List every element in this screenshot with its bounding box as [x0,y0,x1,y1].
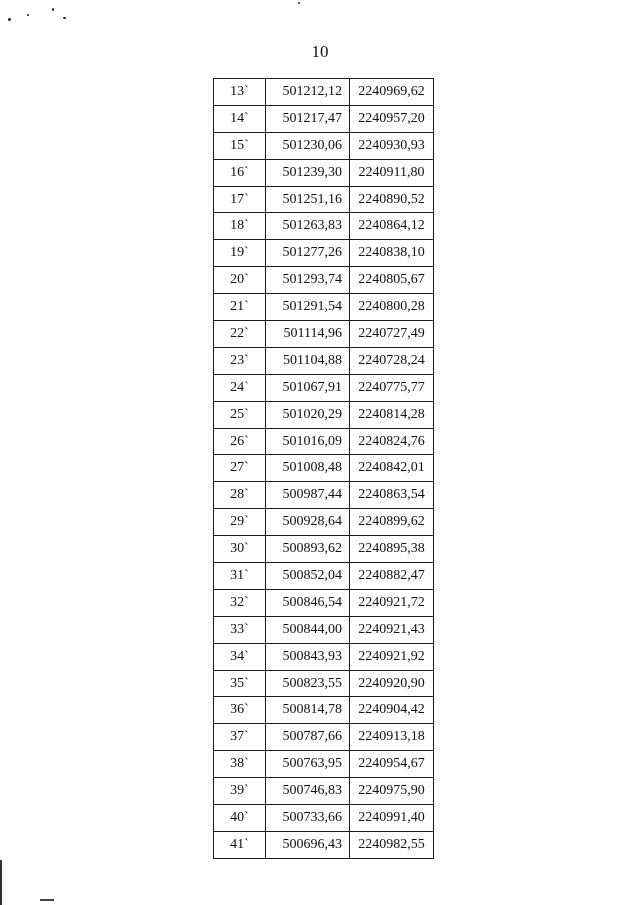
table-row [214,831,434,858]
point-number-cell: 32` [214,589,266,616]
x-coordinate-cell: 500987,44 [266,482,350,509]
x-coordinate-cell: 500696,43 [266,831,350,858]
point-number-cell: 17` [214,186,266,213]
point-number-cell: 34` [214,643,266,670]
table-row [214,616,434,643]
table-row [214,105,434,132]
x-coordinate-cell: 500852,04 [266,563,350,590]
y-coordinate-cell: 2240863,54 [350,482,434,509]
table-row [214,482,434,509]
x-coordinate-cell: 501114,96 [266,321,350,348]
y-coordinate-cell: 2240842,01 [350,455,434,482]
table-row [214,455,434,482]
point-number-cell: 33` [214,616,266,643]
table-row [214,79,434,106]
point-number-cell: 13` [214,79,266,106]
point-number-cell: 19` [214,240,266,267]
x-coordinate-cell: 500928,64 [266,509,350,536]
point-number-cell: 15` [214,132,266,159]
table-row [214,509,434,536]
scan-line [40,899,54,901]
x-coordinate-cell: 501217,47 [266,105,350,132]
x-coordinate-cell: 500787,66 [266,724,350,751]
y-coordinate-cell: 2240911,80 [350,159,434,186]
point-number-cell: 21` [214,294,266,321]
point-number-cell: 23` [214,347,266,374]
scan-edge-shadow [0,860,2,905]
point-number-cell: 29` [214,509,266,536]
table-row [214,294,434,321]
table-row [214,401,434,428]
y-coordinate-cell: 2240969,62 [350,79,434,106]
y-coordinate-cell: 2240882,47 [350,563,434,590]
point-number-cell: 38` [214,751,266,778]
y-coordinate-cell: 2240895,38 [350,536,434,563]
y-coordinate-cell: 2240775,77 [350,374,434,401]
x-coordinate-cell: 501239,30 [266,159,350,186]
point-number-cell: 24` [214,374,266,401]
y-coordinate-cell: 2240805,67 [350,267,434,294]
point-number-cell: 37` [214,724,266,751]
x-coordinate-cell: 501277,26 [266,240,350,267]
x-coordinate-cell: 501230,06 [266,132,350,159]
y-coordinate-cell: 2240921,72 [350,589,434,616]
point-number-cell: 28` [214,482,266,509]
x-coordinate-cell: 501067,91 [266,374,350,401]
x-coordinate-cell: 500823,55 [266,670,350,697]
coordinates-table [213,78,434,859]
y-coordinate-cell: 2240727,49 [350,321,434,348]
x-coordinate-cell: 500763,95 [266,751,350,778]
y-coordinate-cell: 2240957,20 [350,105,434,132]
scan-speck [63,17,66,19]
table-row [214,321,434,348]
table-row [214,751,434,778]
point-number-cell: 22` [214,321,266,348]
table-row [214,159,434,186]
table-row [214,724,434,751]
point-number-cell: 31` [214,563,266,590]
point-number-cell: 36` [214,697,266,724]
point-number-cell: 27` [214,455,266,482]
x-coordinate-cell: 500893,62 [266,536,350,563]
y-coordinate-cell: 2240921,92 [350,643,434,670]
point-number-cell: 30` [214,536,266,563]
y-coordinate-cell: 2240838,10 [350,240,434,267]
table-row [214,347,434,374]
y-coordinate-cell: 2240975,90 [350,778,434,805]
x-coordinate-cell: 500733,66 [266,805,350,832]
scan-speck [27,14,29,16]
x-coordinate-cell: 500746,83 [266,778,350,805]
y-coordinate-cell: 2240930,93 [350,132,434,159]
table-row [214,132,434,159]
point-number-cell: 20` [214,267,266,294]
x-coordinate-cell: 501291,54 [266,294,350,321]
table-row [214,778,434,805]
scan-speck [52,8,54,11]
page-number: 10 [311,42,329,61]
x-coordinate-cell: 501251,16 [266,186,350,213]
y-coordinate-cell: 2240982,55 [350,831,434,858]
point-number-cell: 14` [214,105,266,132]
y-coordinate-cell: 2240921,43 [350,616,434,643]
point-number-cell: 39` [214,778,266,805]
y-coordinate-cell: 2240913,18 [350,724,434,751]
table-row [214,805,434,832]
y-coordinate-cell: 2240864,12 [350,213,434,240]
table-row [214,428,434,455]
x-coordinate-cell: 501020,29 [266,401,350,428]
scan-speck [298,2,300,4]
table-row [214,240,434,267]
table-row [214,563,434,590]
scan-speck [8,18,11,21]
point-number-cell: 41` [214,831,266,858]
y-coordinate-cell: 2240899,62 [350,509,434,536]
x-coordinate-cell: 500843,93 [266,643,350,670]
x-coordinate-cell: 500846,54 [266,589,350,616]
table-row [214,589,434,616]
y-coordinate-cell: 2240904,42 [350,697,434,724]
x-coordinate-cell: 501104,88 [266,347,350,374]
table-row [214,697,434,724]
point-number-cell: 16` [214,159,266,186]
x-coordinate-cell: 501263,83 [266,213,350,240]
x-coordinate-cell: 500844,00 [266,616,350,643]
y-coordinate-cell: 2240814,28 [350,401,434,428]
y-coordinate-cell: 2240890,52 [350,186,434,213]
table-row [214,374,434,401]
point-number-cell: 25` [214,401,266,428]
point-number-cell: 26` [214,428,266,455]
table-row [214,536,434,563]
y-coordinate-cell: 2240920,90 [350,670,434,697]
x-coordinate-cell: 501212,12 [266,79,350,106]
x-coordinate-cell: 500814,78 [266,697,350,724]
y-coordinate-cell: 2240954,67 [350,751,434,778]
table-row [214,267,434,294]
table-row [214,670,434,697]
y-coordinate-cell: 2240728,24 [350,347,434,374]
point-number-cell: 35` [214,670,266,697]
y-coordinate-cell: 2240991,40 [350,805,434,832]
table-row [214,213,434,240]
x-coordinate-cell: 501008,48 [266,455,350,482]
table-row [214,186,434,213]
point-number-cell: 40` [214,805,266,832]
x-coordinate-cell: 501016,09 [266,428,350,455]
y-coordinate-cell: 2240800,28 [350,294,434,321]
table-row [214,643,434,670]
coordinates-table-body [214,79,434,859]
y-coordinate-cell: 2240824,76 [350,428,434,455]
point-number-cell: 18` [214,213,266,240]
x-coordinate-cell: 501293,74 [266,267,350,294]
